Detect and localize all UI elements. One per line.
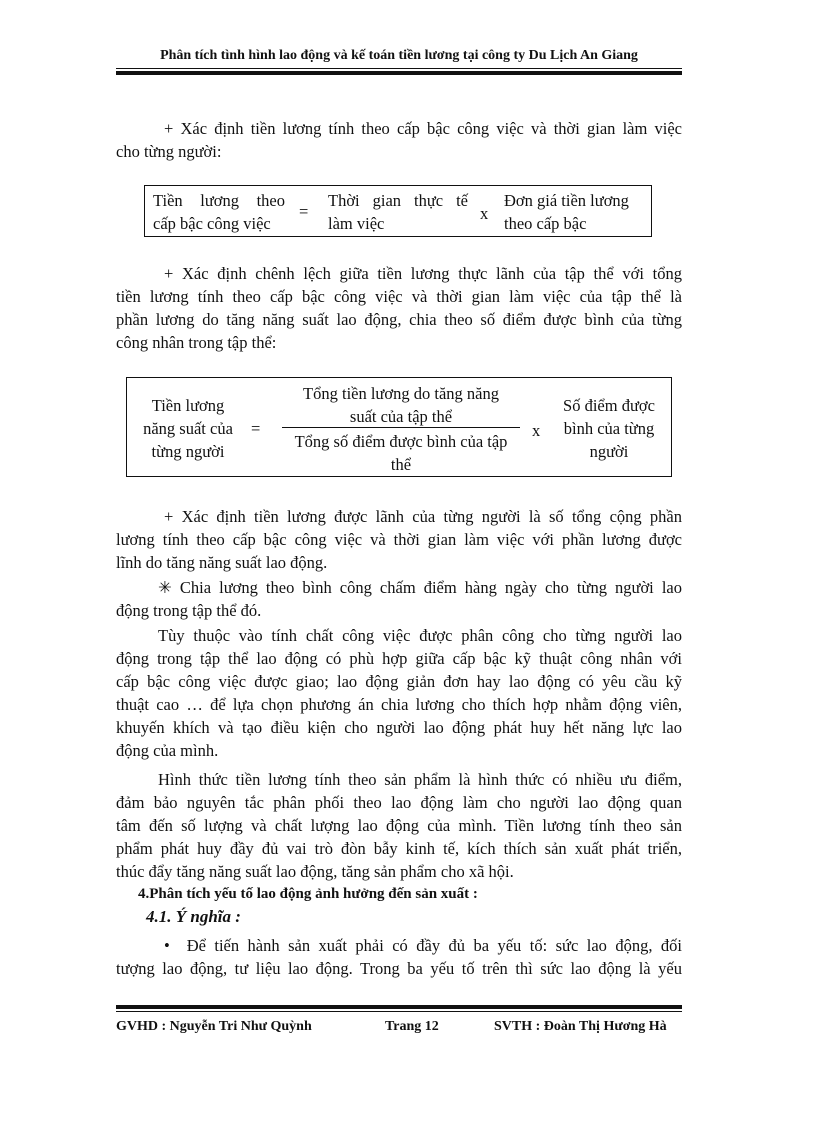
text-line: động của mình. [116,741,219,760]
formula-grade-salary [144,185,652,237]
paragraph-daily-scoring [116,576,682,622]
text-line: Đơn giá tiền lương [504,191,629,210]
text-line: Tiền lương theo [153,191,285,210]
multiply-sign: x [480,204,489,223]
footer-rule-thin [116,1011,682,1012]
text-line: năng suất của [143,419,233,438]
text-line: thuật cao … để lựa chọn phương án chia lương cho thích hợp nhằm động viên, [116,695,682,714]
formula-middle-term [328,189,468,235]
text-line: bình của từng [563,419,655,438]
text-line: thể [390,455,412,474]
text-line: tiền lương tính theo cấp bậc công việc và thời gian làm việc của tập thể là [116,287,682,306]
footer-supervisor: GVHD : Nguyễn Tri Như Quỳnh [116,1019,312,1034]
equals-sign: = [251,419,261,438]
formula-left-term [153,189,285,235]
text-line: phần lương do tăng năng suất lao động, chia theo số điểm được bình của từng [116,310,682,329]
text-line: Thời gian thực tế [328,191,468,210]
page-header-title: Phân tích tình hình lao động và kế toán tiền lương tại công ty Du Lịch An Giang [160,48,638,63]
round-bullet-icon: • [164,936,170,955]
text-line: Tổng số điểm được bình của tập [294,432,508,451]
text-line: + Xác định chênh lệch giữa tiền lương thực lãnh của tập thể với tổng [164,264,682,283]
text-line [116,576,682,599]
text-line: từng người [151,442,225,461]
header-rule-thin [116,68,682,69]
text-line: người [589,442,629,461]
text-line: cho từng người: [116,142,222,161]
text-line: + Xác định tiền lương tính theo cấp bậc công việc và thời gian làm việc [164,119,682,138]
formula-productivity-salary [126,377,672,477]
text-line [116,934,682,957]
text-line: Tiền lương [151,396,225,415]
text-line: suất của tập thể [349,407,453,426]
text-line: thúc đẩy tăng năng suất lao động, tăng sản phẩm cho xã hội. [116,862,514,881]
text-line: phẩm phát huy đầy đủ vai trò đòn bẫy kinh tế, kích thích sản xuất phát triển, [116,839,682,858]
footer-rule-thick [116,1005,682,1009]
footer-student: SVTH : Đoàn Thị Hương Hà [494,1019,667,1034]
paragraph-salary-by-grade [116,117,682,163]
bullet-text: Chia lương theo bình công chấm điểm hàng ngày cho từng người lao [179,578,682,597]
text-line: đảm bảo nguyên tắc phân phối theo lao động làm cho người lao động quan [116,793,682,812]
equals-sign: = [299,202,309,221]
text-line: Hình thức tiền lương tính theo sản phẩm là hình thức có nhiều ưu điểm, [158,770,682,789]
paragraph-allocation-method [116,624,682,762]
text-line: lương tính theo cấp bậc công việc và thời gian làm việc với phần lương được [116,530,682,549]
fraction-bar [282,427,520,428]
paragraph-production-factors [116,934,682,980]
text-line: + Xác định tiền lương được lãnh của từng người là số tổng cộng phần [164,507,682,526]
text-line: động trong tập thể lao động có phù hợp giữa cấp bậc kỹ thuật công nhân với [116,649,682,668]
paragraph-total-received [116,505,682,574]
multiply-sign: x [532,421,541,440]
formula-right-term [551,394,667,463]
section-heading-4: 4.Phân tích yếu tố lao động ảnh hưởng đến sản xuất : [138,886,478,902]
fraction-denominator [277,430,525,476]
paragraph-piece-rate-advantages [116,768,682,883]
text-line: Tùy thuộc vào tính chất công việc được phân công cho từng người lao [158,626,682,645]
text-line: Tổng tiền lương do tăng năng [303,384,499,403]
header-rule-thick [116,71,682,75]
text-line: cấp bậc công việc [153,214,271,233]
text-line: Số điểm được [563,396,655,415]
bullet-text: Để tiến hành sản xuất phải có đầy đủ ba yếu tố: sức lao động, đối [186,936,683,955]
subsection-heading-4-1: 4.1. Ý nghĩa : [146,907,241,926]
text-line: động trong tập thể đó. [116,601,262,620]
text-line: làm việc [328,214,385,233]
formula-left-term [133,394,243,463]
formula-right-term [504,189,646,235]
footer-page-number: Trang 12 [385,1019,439,1034]
text-line: cấp bậc công việc được giao; lao động giản đơn hay lao động có yêu cầu kỹ [116,672,682,691]
asterisk-bullet-icon: ✳ [158,578,172,597]
text-line: lĩnh do tăng năng suất lao động. [116,553,328,572]
text-line: khuyến khích và tạo điều kiện cho người lao động phát huy hết năng lực lao [116,718,682,737]
fraction-numerator [277,382,525,428]
text-line: công nhân trong tập thể: [116,333,277,352]
text-line: tâm đến số lượng và chất lượng lao động của mình. Tiền lương tính theo sản [116,816,682,835]
paragraph-productivity-difference [116,262,682,354]
text-line: tượng lao động, tư liệu lao động. Trong ba yếu tố trên thì sức lao động là yếu [116,959,682,978]
text-line: theo cấp bậc [504,214,587,233]
